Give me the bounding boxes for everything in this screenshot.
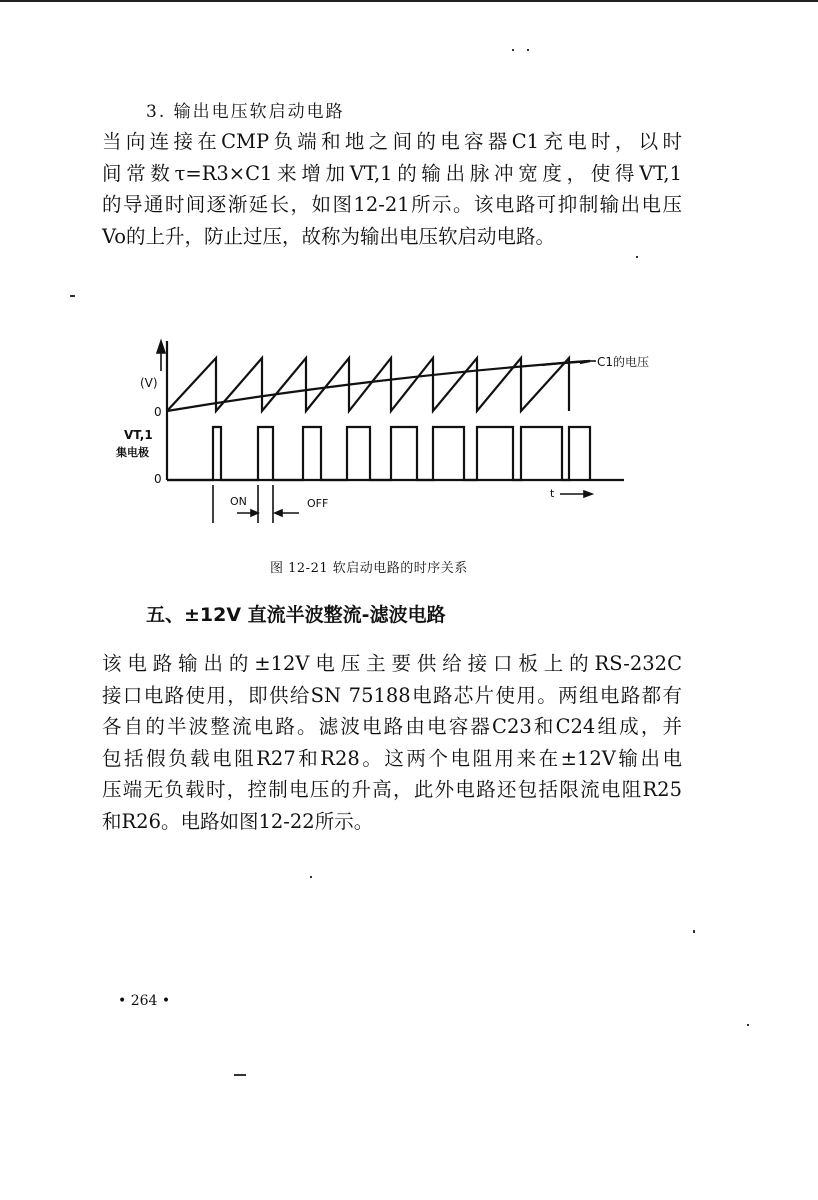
section-heading: 五、±12V 直流半波整流-滤波电路 — [146, 604, 446, 626]
scan-mark — [693, 930, 695, 933]
c1-voltage-label: C1的电压 — [597, 355, 650, 369]
paragraph-line: 的导通时间逐渐延长，如图12-21所示。该电路可抑制输出电压 — [102, 193, 682, 216]
time-label: t — [550, 487, 555, 500]
y-axis-arrowhead — [157, 341, 165, 353]
scan-mark — [512, 49, 514, 51]
sawtooth-waveform — [167, 358, 569, 411]
scan-mark — [747, 1024, 749, 1026]
paragraph-soft-start — [102, 126, 682, 252]
time-arrowhead — [584, 491, 592, 497]
paragraph-line: Vo的上升，防止过压，故称为输出电压软启动电路。 — [102, 224, 556, 248]
subsection-heading: 3. 输出电压软启动电路 — [146, 102, 345, 122]
figure-caption: 图 12-21 软启动电路的时序关系 — [270, 561, 468, 576]
off-arrowhead — [275, 510, 282, 516]
collector-pulse-train — [167, 427, 590, 480]
top-border-line — [0, 0, 818, 2]
paragraph-line: 该电路输出的±12V电压主要供给接口板上的RS-232C — [102, 652, 682, 675]
scan-mark — [70, 295, 75, 297]
on-label: ON — [230, 495, 247, 508]
signal-label: VT,1 — [124, 428, 153, 442]
timing-diagram — [100, 325, 700, 525]
paragraph-line: 各自的半波整流电路。滤波电路由电容器C23和C24组成，并 — [102, 715, 682, 738]
paragraph-line: 接口电路使用，即供给SN 75188电路芯片使用。两组电路都有 — [102, 683, 682, 707]
scan-mark — [310, 876, 312, 878]
y-unit-label: (V) — [140, 376, 158, 390]
paragraph-line: 和R26。电路如图12-22所示。 — [102, 809, 374, 833]
paragraph-rectifier — [102, 648, 682, 837]
paragraph-line: 包括假负载电阻R27和R28。这两个电阻用来在±12V输出电 — [102, 746, 682, 770]
off-label: OFF — [307, 497, 329, 510]
zero-label-voltage: 0 — [154, 405, 162, 419]
page-number: • 264 • — [118, 993, 171, 1009]
timing-diagram-figure — [100, 325, 700, 565]
paragraph-line: 间常数τ=R3×C1来增加VT,1的输出脉冲宽度，使得VT,1 — [102, 161, 682, 185]
zero-label-collector: 0 — [154, 472, 162, 486]
scan-mark — [527, 49, 529, 51]
scan-mark — [636, 256, 638, 258]
scan-mark — [234, 1074, 246, 1076]
signal-label-collector: 集电极 — [116, 446, 149, 459]
paragraph-line: 压端无负载时，控制电压的升高，此外电路还包括限流电阻R25 — [102, 778, 682, 801]
on-arrowhead — [251, 510, 258, 516]
paragraph-line: 当向连接在CMP负端和地之间的电容器C1充电时，以时 — [102, 130, 682, 153]
